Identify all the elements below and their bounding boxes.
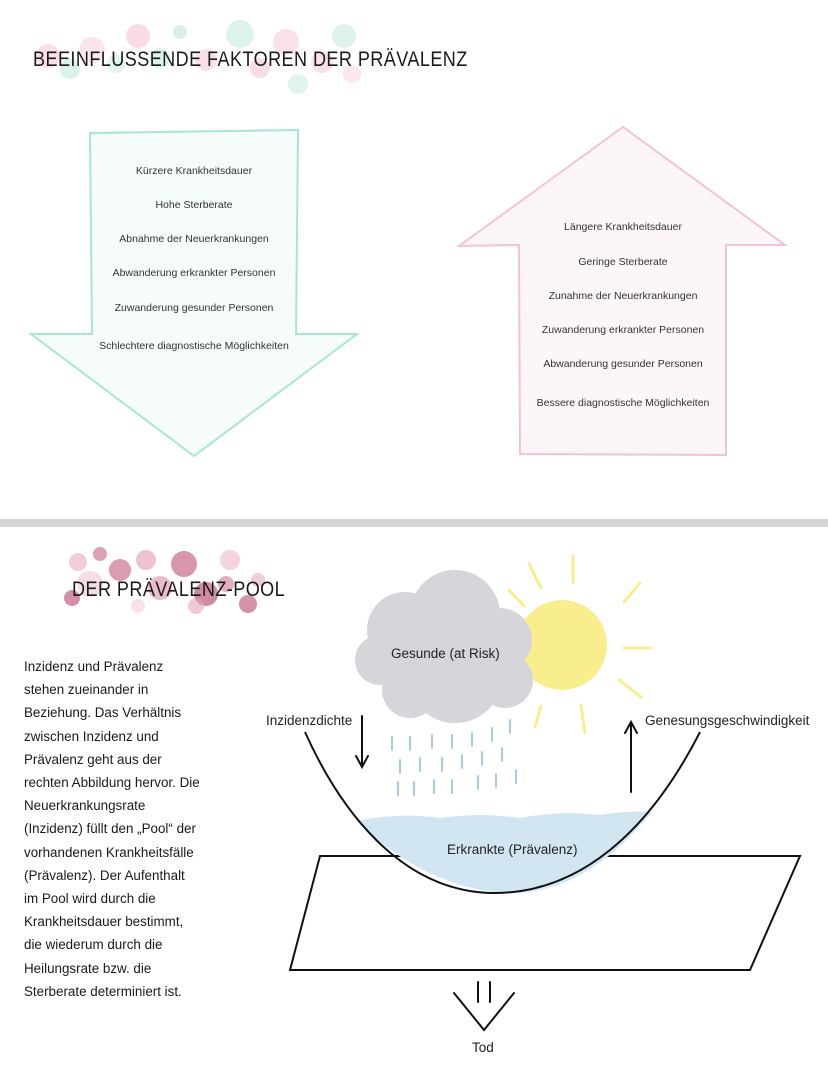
prevalence-pool-diagram: [0, 530, 828, 1069]
paragraph-line: Inzidenz und Prävalenz: [24, 659, 164, 674]
paragraph-line: im Pool wird durch die: [24, 891, 156, 907]
death-arrow-icon: [454, 982, 514, 1030]
death-label: Tod: [472, 1040, 494, 1055]
pool-label: Erkrankte (Prävalenz): [447, 842, 578, 857]
up-arrow-item: Abwanderung gesunder Personen: [543, 358, 703, 370]
paragraph-line: die wiederum durch die: [24, 937, 163, 953]
down-arrow-list: [84, 0, 304, 520]
up-arrow-item: Bessere diagnostische Möglichkeiten: [536, 397, 710, 409]
up-arrow-list: [515, 0, 731, 520]
section-divider: [0, 519, 828, 527]
paragraph-line: (Prävalenz). Der Aufenthalt: [24, 867, 185, 883]
section1-title: BEEINFLUSSENDE FAKTOREN DER PRÄVALENZ: [33, 48, 468, 71]
paragraph-line: Neuerkrankungsrate: [24, 798, 146, 814]
down-arrow-item: Zuwanderung gesunder Personen: [114, 302, 274, 314]
paragraph-line: Beziehung. Das Verhältnis: [24, 705, 182, 721]
cloud-label: Gesunde (at Risk): [391, 646, 500, 661]
paragraph-line: rechten Abbildung hervor. Die: [24, 775, 200, 791]
up-arrow-item: Zuwanderung erkrankter Personen: [541, 324, 705, 336]
down-arrow-item: Kürzere Krankheitsdauer: [135, 165, 253, 177]
up-arrow-item: Zunahme der Neuerkrankungen: [548, 290, 698, 302]
paragraph-line: zwischen Inzidenz und: [24, 728, 159, 744]
incidence-arrow-icon: [356, 716, 368, 767]
up-arrow-item: Geringe Sterberate: [578, 256, 668, 268]
paragraph-line: (Inzidenz) füllt den „Pool“ der: [24, 821, 196, 837]
down-arrow-item: Abwanderung erkrankter Personen: [112, 267, 276, 279]
paragraph-line: Sterberate determiniert ist.: [24, 983, 182, 999]
paragraph-line: Heilungsrate bzw. die: [24, 960, 152, 976]
incidence-label: Inzidenzdichte: [266, 713, 353, 728]
recovery-label: Genesungsgeschwindigkeit: [645, 713, 810, 728]
down-arrow-item: Hohe Sterberate: [155, 199, 233, 211]
rain-drops: [392, 720, 516, 795]
paragraph-line: Krankheitsdauer bestimmt,: [24, 914, 184, 930]
down-arrow-item: Abnahme der Neuerkrankungen: [119, 233, 269, 245]
down-arrow-item: Schlechtere diagnostische Möglichkeiten: [99, 340, 289, 352]
paragraph-line: stehen zueinander in: [24, 682, 149, 698]
section2-title: DER PRÄVALENZ-POOL: [72, 578, 286, 601]
recovery-arrow-icon: [625, 722, 637, 792]
paragraph-line: Prävalenz geht aus der: [24, 751, 162, 767]
up-arrow-item: Längere Krankheitsdauer: [564, 221, 682, 233]
paragraph-line: vorhandenen Krankheitsfälle: [24, 844, 194, 860]
